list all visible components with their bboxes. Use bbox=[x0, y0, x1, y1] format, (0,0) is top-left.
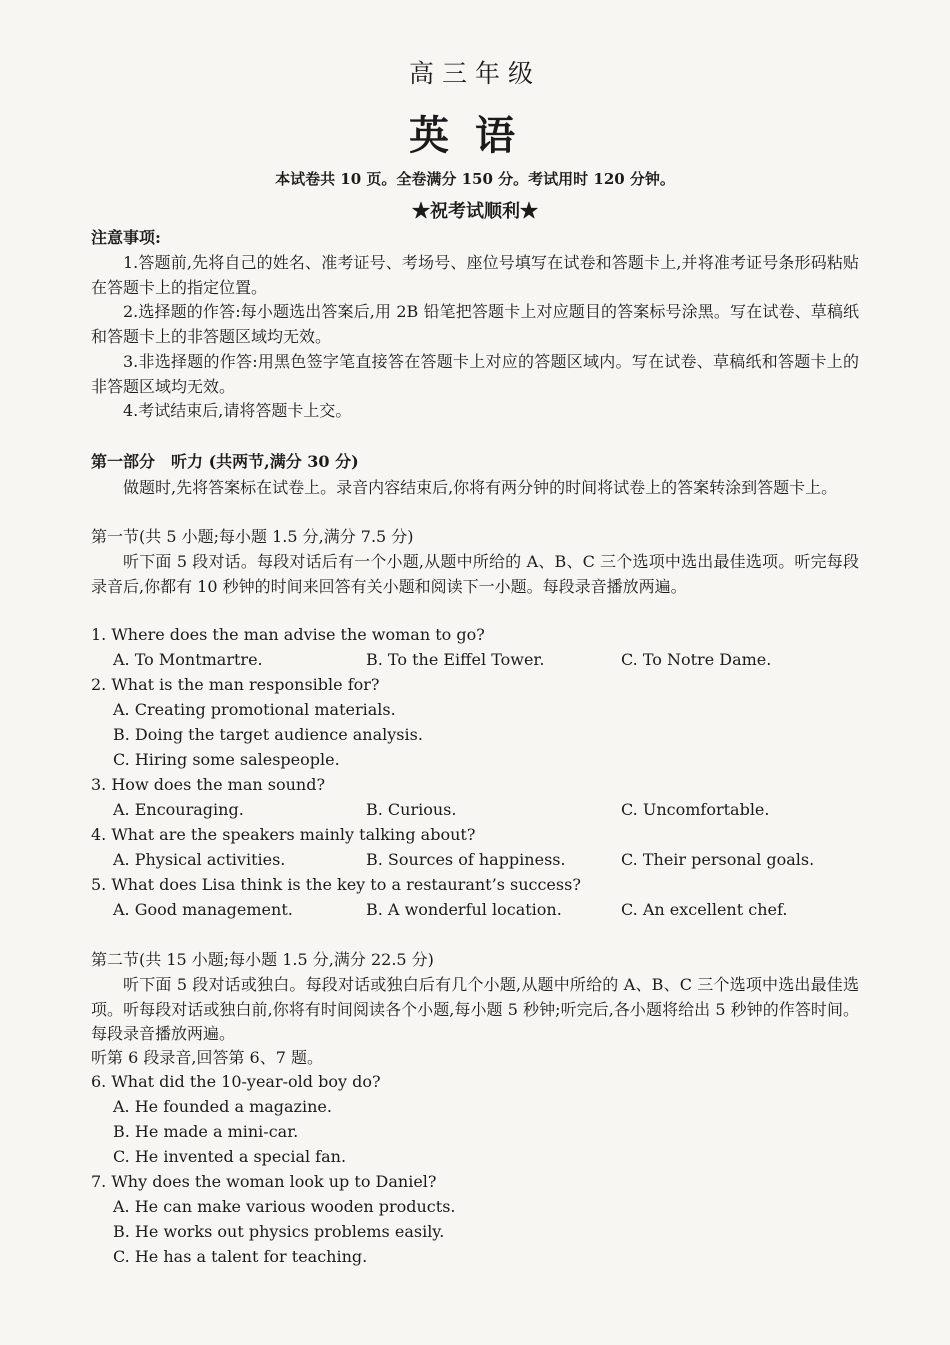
section2-instruction: 听第 6 段录音,回答第 6、7 题。 bbox=[91, 1048, 323, 1067]
q5-option-b: B. A wonderful location. bbox=[366, 900, 562, 919]
part1-title: 第一部分 听力 (共两节,满分 30 分) bbox=[91, 452, 359, 471]
grade-title: 高三年级 bbox=[408, 59, 541, 88]
q6-option-a: A. He founded a magazine. bbox=[113, 1097, 332, 1116]
subject-title: 英语 bbox=[409, 112, 541, 159]
q2-option-b: B. Doing the target audience analysis. bbox=[113, 725, 423, 744]
q4-option-b: B. Sources of happiness. bbox=[366, 850, 566, 869]
q7-option-b: B. He works out physics problems easily. bbox=[113, 1222, 445, 1241]
q7-option-c: C. He has a talent for teaching. bbox=[113, 1247, 368, 1266]
notice-item-2: 2.选择题的作答:每小题选出答案后,用 2B 铅笔把答题卡上对应题目的答案标号涂黑。写在试卷、草稿纸和答题卡上的非答题区域均无效。 bbox=[91, 302, 859, 346]
q4-option-c: C. Their personal goals. bbox=[621, 850, 815, 869]
q5-option-a: A. Good management. bbox=[113, 900, 293, 919]
q5-option-c: C. An excellent chef. bbox=[621, 900, 788, 919]
q7-option-a: A. He can make various wooden products. bbox=[113, 1197, 456, 1216]
q3-option-b: B. Curious. bbox=[366, 800, 457, 819]
notice-item-3: 3.非选择题的作答:用黑色签字笔直接答在答题卡上对应的答题区域内。写在试卷、草稿纸和答题卡上的非答题区域均无效。 bbox=[91, 352, 859, 396]
notice-item-1: 1.答题前,先将自己的姓名、准考证号、考场号、座位号填写在试卷和答题卡上,并将准考证号条形码粘贴在答题卡上的指定位置。 bbox=[91, 253, 859, 297]
question-7: 7. Why does the woman look up to Daniel? bbox=[91, 1172, 437, 1191]
q2-option-c: C. Hiring some salespeople. bbox=[113, 750, 340, 769]
notice-title: 注意事项: bbox=[91, 228, 161, 247]
notice-item-4: 4.考试结束后,请将答题卡上交。 bbox=[123, 401, 352, 420]
exam-info: 本试卷共 10 页。全卷满分 150 分。考试用时 120 分钟。 bbox=[275, 170, 675, 188]
q2-option-a: A. Creating promotional materials. bbox=[113, 700, 396, 719]
part1-intro: 做题时,先将答案标在试卷上。录音内容结束后,你将有两分钟的时间将试卷上的答案转涂到答题卡上。 bbox=[123, 478, 838, 497]
question-4: 4. What are the speakers mainly talking about? bbox=[91, 825, 476, 844]
section1-intro: 听下面 5 段对话。每段对话后有一个小题,从题中所给的 A、B、C 三个选项中选出最佳选项。听完每段录音后,你都有 10 秒钟的时间来回答有关小题和阅读下一小题。每段录音播放两遍。 bbox=[91, 552, 859, 596]
q3-option-a: A. Encouraging. bbox=[113, 800, 244, 819]
q3-option-c: C. Uncomfortable. bbox=[621, 800, 770, 819]
section2-intro: 听下面 5 段对话或独白。每段对话或独白后有几个小题,从题中所给的 A、B、C 三个选项中选出最佳选项。听每段对话或独白前,你将有时间阅读各个小题,每小题 5 秒钟;听完后,各小题将给出 5 秒钟的作答时间。每段录音播放两遍。 bbox=[91, 975, 859, 1043]
q1-option-c: C. To Notre Dame. bbox=[621, 650, 772, 669]
q4-option-a: A. Physical activities. bbox=[113, 850, 286, 869]
q1-option-a: A. To Montmartre. bbox=[113, 650, 263, 669]
good-luck-banner: ★祝考试顺利★ bbox=[412, 201, 538, 222]
question-1: 1. Where does the man advise the woman to go? bbox=[91, 625, 485, 644]
q1-option-b: B. To the Eiffel Tower. bbox=[366, 650, 545, 669]
question-6: 6. What did the 10-year-old boy do? bbox=[91, 1072, 381, 1091]
section1-title: 第一节(共 5 小题;每小题 1.5 分,满分 7.5 分) bbox=[91, 527, 414, 546]
question-5: 5. What does Lisa think is the key to a restaurant’s success? bbox=[91, 875, 581, 894]
q6-option-b: B. He made a mini-car. bbox=[113, 1122, 299, 1141]
question-3: 3. How does the man sound? bbox=[91, 775, 326, 794]
q6-option-c: C. He invented a special fan. bbox=[113, 1147, 347, 1166]
section2-title: 第二节(共 15 小题;每小题 1.5 分,满分 22.5 分) bbox=[91, 950, 434, 969]
question-2: 2. What is the man responsible for? bbox=[91, 675, 380, 694]
